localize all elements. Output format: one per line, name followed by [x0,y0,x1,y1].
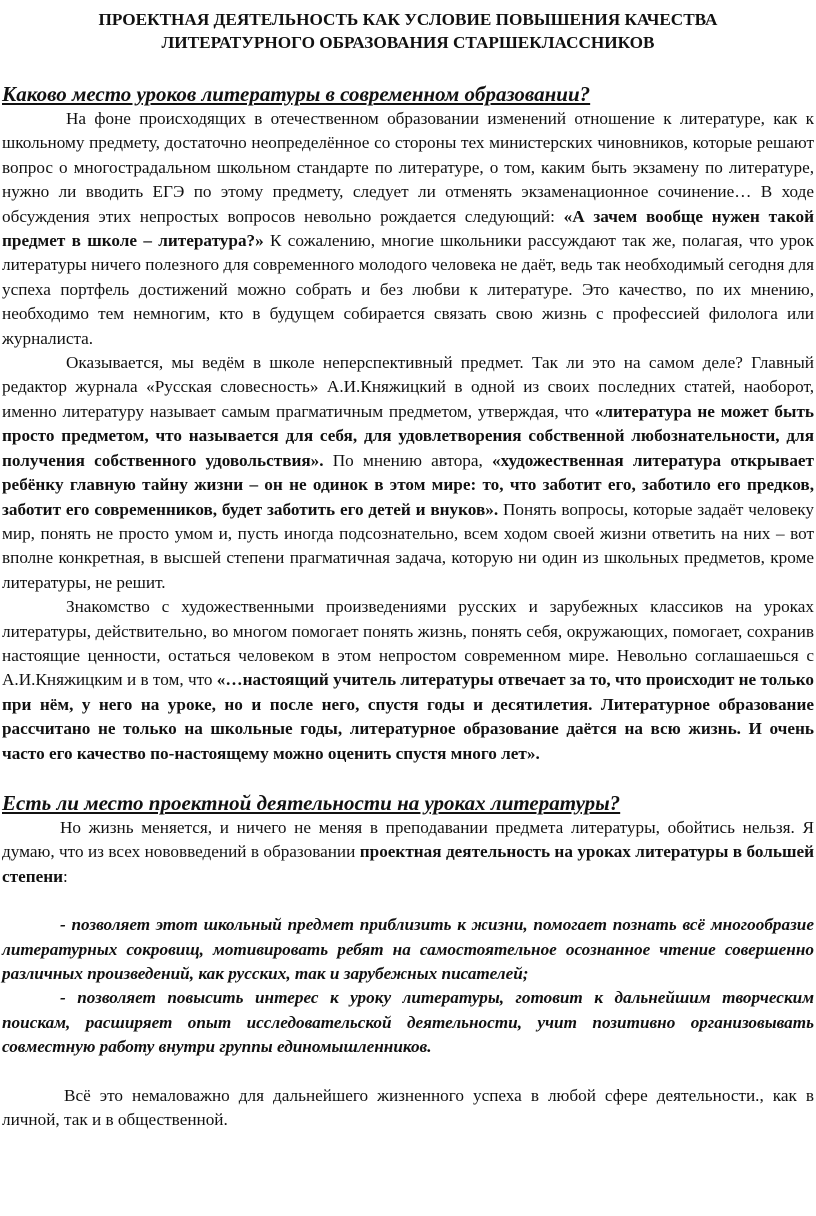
p4-colon: : [63,866,68,886]
paragraph-3 [2,595,814,766]
title-line-1: ПРОЕКТНАЯ ДЕЯТЕЛЬНОСТЬ КАК УСЛОВИЕ ПОВЫШЕНИЯ КАЧЕСТВА [98,10,718,29]
p1-text-2: К сожалению, многие школьники рассуждают так же, полагая, что урок литературы ничего полезного для современного молодого человека не даёт, ведь так необходимый сегодня для успеха портфель достижений можно собрать и без любви к литературе. Это качество, по их мнению, необходимо тем немногим, кто в будущем собирается связать свою жизнь с профессией филолога или журналиста. [2,231,814,348]
p1-text: На фоне происходящих в отечественном образовании изменений отношение к литературе, как к школьному предмету, достаточно неопределённое со стороны тех министерских чиновников, которые решают вопрос о многострадальном школьном стандарте по литературе, о том, каким быть экзамену по литературе, нужно ли вводить ЕГЭ по этому предмету, следует ли отменять экзаменационное сочинение… В ходе обсуждения этих непростых вопросов невольно рождается следующий: [2,109,814,226]
section-heading-1: Каково место уроков литературы в современном образовании? [2,82,591,106]
section-heading-2: Есть ли место проектной деятельности на уроках литературы? [2,790,621,815]
p3-bold-quote: «…настоящий учитель литературы отвечает за то, что происходит не только при нём, у него на уроке, но и после него, спустя годы и десятилетия. Литературное образование рассчитано не только на школьные годы, литературное образование даётся на всю жизнь. И очень часто его качество по-настоящему можно оценить спустя много лет». [2,670,814,763]
p2-bold-quote-2: «художественная литература открывает ребёнку главную тайну жизни – он не одинок в этом мире: то, что заботит его, заботило его предков, заботит его современников, будет заботить его детей и внуков». [2,450,814,519]
paragraph-4 [2,816,814,889]
p2-bold-quote-1: «литература не может быть просто предметом, что называется для себя, для удовлетворения собственной любознательности, для получения собственного удовольствия». [2,401,814,470]
p3-text: Знакомство с художественными произведениями русских и зарубежных классиков на уроках литературы, действительно, во многом помогает понять жизнь, понять себя, окружающих, помогает, сохранив настоящие ценности, остаться человеком в этом непростом современном мире. Невольно соглашаешься с А.И.Княжицким и в том, что [2,597,814,690]
p4-text: Но жизнь меняется, и ничего не меняя в преподавании предмета литературы, обойтись нельзя. Я думаю, что из всех нововведений в образовании [2,817,814,862]
document-title [2,8,814,54]
paragraph-1 [2,107,814,351]
p2-text-2: По мнению автора, [323,450,493,470]
bullet-item-2: - позволяет повысить интерес к уроку литературы, готовит к дальнейшим творческим поискам, расширяет опыт исследовательской деятельности, учит позитивно организовывать совместную работу внутри группы единомышленников. [2,988,814,1057]
title-line-2: ЛИТЕРАТУРНОГО ОБРАЗОВАНИЯ СТАРШЕКЛАССНИКОВ [161,33,655,52]
p1-bold-quote: «А зачем вообще нужен такой предмет в школе – литература?» [2,206,814,251]
paragraph-2 [2,351,814,595]
p2-text-3: Понять вопросы, которые задаёт человеку мир, понять не просто умом и, пусть иногда подсознательно, всем ходом своей жизни ответить на них – вот вполне конкретная, в высшей степени прагматичная задача, которую ни один из школьных предметов, кроме литературы, не решит. [2,499,814,592]
bullet-list [2,913,814,1059]
p2-text-1: Оказывается, мы ведём в школе неперспективный предмет. Так ли это на самом деле? Главный редактор журнала «Русская словесность» А.И.Княжицкий в одной из своих последних статей, наоборот, именно литературу называет самым прагматичным предметом, утверждая, что [2,353,814,421]
p4-bold: проектная деятельность на уроках литературы в большей степени [2,842,814,886]
paragraph-5: Всё это немаловажно для дальнейшего жизненного успеха в любой сфере деятельности., как в личной, так и в общественной. [2,1085,814,1130]
bullet-item-1: - позволяет этот школьный предмет приблизить к жизни, помогает познать всё многообразие литературных сокровищ, мотивировать ребят на самостоятельное осознанное чтение совершенно различных произведений, как русских, так и зарубежных писателей; [2,915,814,983]
